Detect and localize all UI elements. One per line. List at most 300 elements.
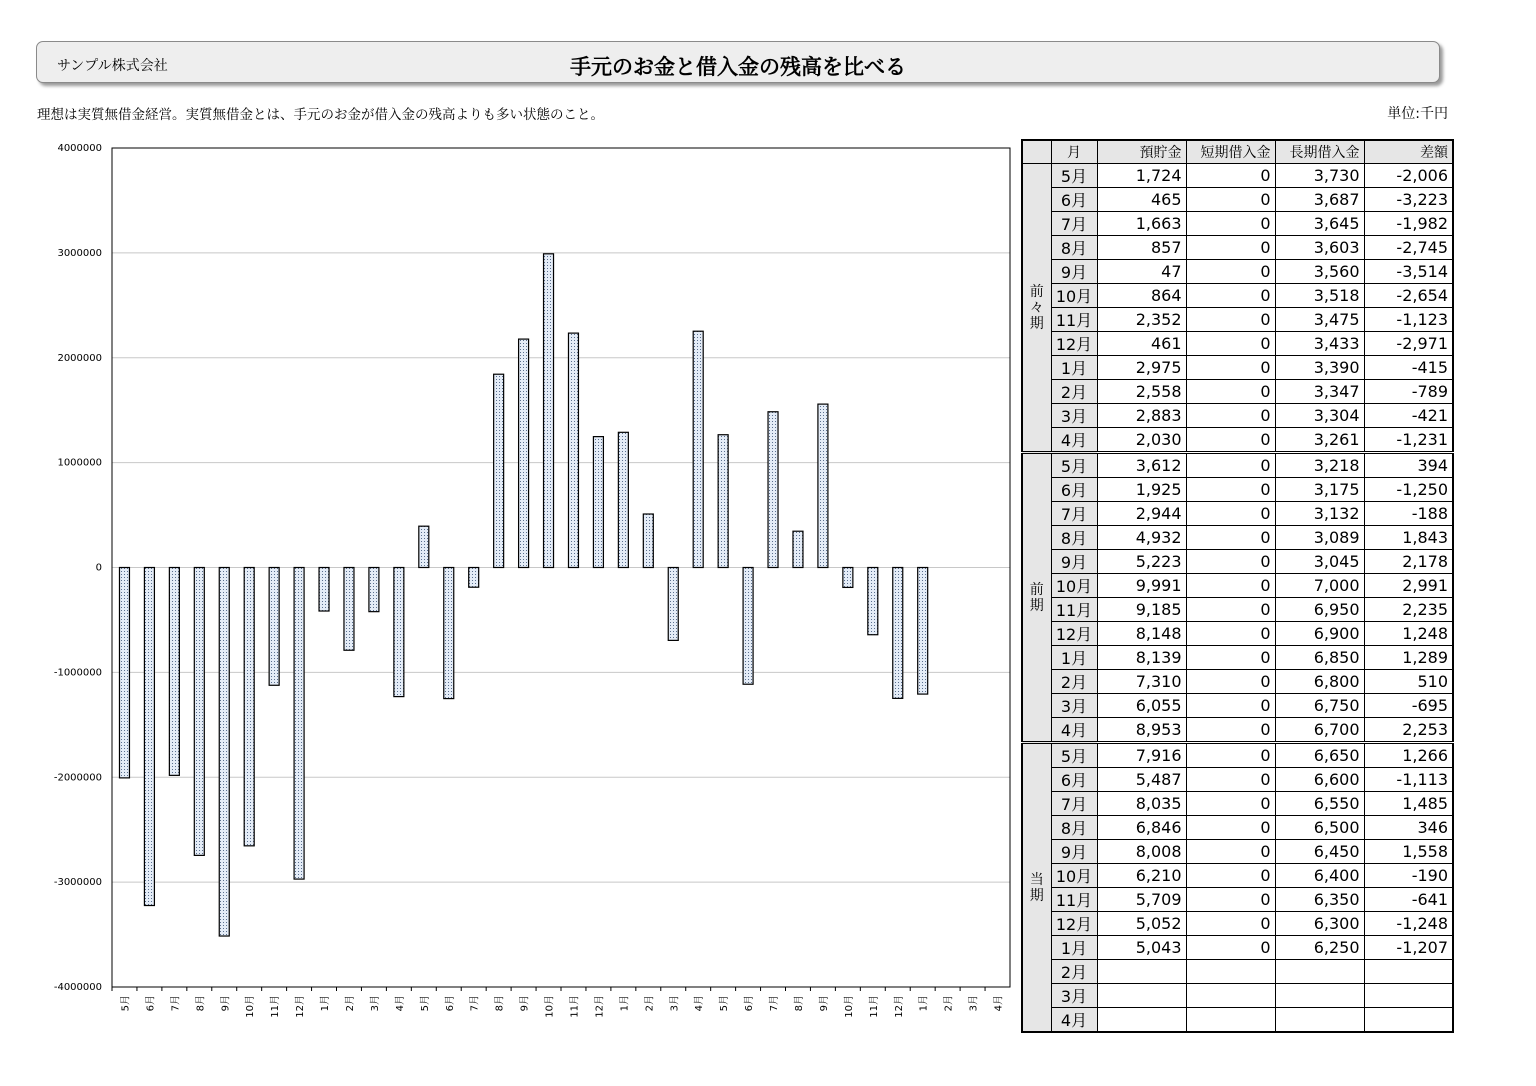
table-row [1022,792,1453,816]
deposit-cell: 8,008 [1097,840,1186,864]
bar-27 [793,531,803,567]
table-row [1022,550,1453,574]
long-loan-cell: 3,433 [1275,332,1364,356]
table-row [1022,526,1453,550]
month-cell: 3月 [1051,694,1097,718]
deposit-cell: 2,975 [1097,356,1186,380]
x-tick-label: 5月 [419,995,431,1012]
difference-cell: 1,558 [1364,840,1453,864]
deposit-cell: 2,352 [1097,308,1186,332]
x-tick-label: 3月 [968,995,980,1012]
deposit-cell: 5,043 [1097,936,1186,960]
long-loan-cell: 3,175 [1275,478,1364,502]
month-cell: 12月 [1051,912,1097,936]
x-tick-label: 2月 [344,995,356,1012]
table-row [1022,622,1453,646]
deposit-header: 預貯金 [1097,140,1186,164]
deposit-cell [1097,960,1186,984]
long-loan-cell: 6,250 [1275,936,1364,960]
x-tick-label: 8月 [793,995,805,1012]
x-tick-label: 8月 [494,995,506,1012]
month-cell: 2月 [1051,380,1097,404]
x-tick-label: 6月 [145,995,157,1012]
x-tick-label: 1月 [619,995,631,1012]
table-row [1022,332,1453,356]
month-cell: 7月 [1051,212,1097,236]
month-cell: 2月 [1051,960,1097,984]
difference-cell: -2,006 [1364,164,1453,188]
difference-cell: -789 [1364,380,1453,404]
bar-10 [369,568,379,612]
month-cell: 11月 [1051,888,1097,912]
long-loan-cell: 6,450 [1275,840,1364,864]
bar-23 [693,331,703,567]
long-loan-cell: 6,550 [1275,792,1364,816]
subtitle: 理想は実質無借金経営。実質無借金とは、手元のお金が借入金の残高よりも多い状態のこと。 [37,107,604,123]
month-cell: 8月 [1051,236,1097,260]
x-tick-label: 5月 [120,995,132,1012]
table-row [1022,646,1453,670]
deposit-cell: 5,487 [1097,768,1186,792]
month-cell: 9月 [1051,840,1097,864]
x-tick-label: 4月 [993,995,1005,1012]
difference-cell: -1,982 [1364,212,1453,236]
deposit-cell: 6,210 [1097,864,1186,888]
month-cell: 2月 [1051,670,1097,694]
short-loan-cell: 0 [1186,622,1275,646]
x-tick-label: 2月 [644,995,656,1012]
deposit-cell: 9,991 [1097,574,1186,598]
difference-cell: -1,207 [1364,936,1453,960]
short-loan-cell: 0 [1186,646,1275,670]
long-loan-cell: 3,218 [1275,453,1364,478]
table-row [1022,718,1453,743]
month-header: 月 [1051,140,1097,164]
deposit-cell: 9,185 [1097,598,1186,622]
x-tick-label: 11月 [868,995,880,1018]
table-row [1022,936,1453,960]
difference-header: 差額 [1364,140,1453,164]
bar-17 [544,254,554,568]
bar-22 [668,568,678,641]
long-loan-cell: 6,400 [1275,864,1364,888]
short-loan-cell: 0 [1186,718,1275,743]
short-loan-cell: 0 [1186,284,1275,308]
short-loan-cell: 0 [1186,428,1275,453]
month-cell: 9月 [1051,260,1097,284]
deposit-cell: 857 [1097,236,1186,260]
month-cell: 12月 [1051,332,1097,356]
x-tick-label: 7月 [170,995,182,1012]
x-tick-label: 12月 [594,995,606,1018]
bar-6 [269,568,279,686]
difference-cell: 510 [1364,670,1453,694]
table-row [1022,694,1453,718]
x-tick-label: 3月 [369,995,381,1012]
long-loan-cell: 3,347 [1275,380,1364,404]
long-loan-cell [1275,1008,1364,1033]
deposit-cell: 6,846 [1097,816,1186,840]
long-loan-cell: 6,950 [1275,598,1364,622]
bar-32 [918,568,928,695]
unit-label: 単位:千円 [1387,106,1448,122]
deposit-cell: 461 [1097,332,1186,356]
table-row [1022,453,1453,478]
short-loan-cell: 0 [1186,260,1275,284]
table-header-row [1022,140,1453,164]
short-loan-cell: 0 [1186,888,1275,912]
difference-cell: 1,289 [1364,646,1453,670]
deposit-cell: 8,035 [1097,792,1186,816]
deposit-cell: 2,030 [1097,428,1186,453]
bar-5 [244,568,254,846]
short-loan-cell: 0 [1186,164,1275,188]
table-row [1022,984,1453,1008]
month-cell: 3月 [1051,404,1097,428]
table-row [1022,502,1453,526]
deposit-cell: 864 [1097,284,1186,308]
bar-26 [768,412,778,568]
table-row [1022,864,1453,888]
difference-cell: -3,223 [1364,188,1453,212]
table-row [1022,164,1453,188]
period-label [1022,453,1051,743]
table-row [1022,478,1453,502]
bar-24 [718,435,728,568]
deposit-cell [1097,1008,1186,1033]
deposit-cell: 5,052 [1097,912,1186,936]
y-tick-label: 1000000 [57,457,102,469]
bar-12 [419,526,429,567]
x-tick-label: 6月 [444,995,456,1012]
month-cell: 6月 [1051,478,1097,502]
period-label [1022,743,1051,1033]
difference-cell: 394 [1364,453,1453,478]
long-loan-cell: 6,850 [1275,646,1364,670]
difference-cell: -1,250 [1364,478,1453,502]
balance-table [1021,139,1454,1033]
short-loan-cell: 0 [1186,768,1275,792]
table-row [1022,188,1453,212]
table-row [1022,236,1453,260]
short-loan-cell [1186,984,1275,1008]
y-tick-label: -3000000 [53,877,102,889]
x-tick-label: 5月 [719,995,731,1012]
table-row [1022,308,1453,332]
deposit-cell: 1,724 [1097,164,1186,188]
deposit-cell: 4,932 [1097,526,1186,550]
long-loan-cell: 3,261 [1275,428,1364,453]
short-loan-cell: 0 [1186,816,1275,840]
short-loan-cell: 0 [1186,743,1275,768]
difference-cell: -3,514 [1364,260,1453,284]
y-tick-label: 4000000 [57,143,102,154]
month-cell: 1月 [1051,356,1097,380]
short-loan-cell: 0 [1186,598,1275,622]
short-loan-cell: 0 [1186,236,1275,260]
long-loan-cell: 3,089 [1275,526,1364,550]
period-label-char: 前 [1029,283,1044,300]
x-tick-label: 4月 [694,995,706,1012]
short-loan-cell: 0 [1186,840,1275,864]
short-loan-cell: 0 [1186,380,1275,404]
difference-cell: 1,843 [1364,526,1453,550]
y-tick-label: -1000000 [53,667,102,679]
bar-9 [344,568,354,651]
period-label-char: 期 [1029,315,1044,332]
month-cell: 1月 [1051,646,1097,670]
x-tick-label: 11月 [270,995,282,1018]
difference-cell [1364,960,1453,984]
deposit-cell: 8,953 [1097,718,1186,743]
bar-11 [394,568,404,697]
month-cell: 7月 [1051,502,1097,526]
long-loan-cell: 6,300 [1275,912,1364,936]
long-loan-cell: 6,500 [1275,816,1364,840]
table-row [1022,356,1453,380]
difference-cell: -695 [1364,694,1453,718]
table-row [1022,670,1453,694]
long-loan-cell: 3,304 [1275,404,1364,428]
bar-8 [319,568,329,612]
x-tick-label: 3月 [669,995,681,1012]
deposit-cell: 3,612 [1097,453,1186,478]
x-tick-label: 10月 [843,995,855,1018]
long-loan-cell: 3,645 [1275,212,1364,236]
long-loan-cell: 3,045 [1275,550,1364,574]
difference-cell: -1,113 [1364,768,1453,792]
table-row [1022,816,1453,840]
short-loan-cell [1186,960,1275,984]
short-loan-cell: 0 [1186,502,1275,526]
long-loan-cell [1275,960,1364,984]
difference-cell: -1,123 [1364,308,1453,332]
difference-cell: -1,248 [1364,912,1453,936]
difference-cell: 2,991 [1364,574,1453,598]
bar-3 [194,568,204,856]
difference-cell: 1,485 [1364,792,1453,816]
short-loan-cell [1186,1008,1275,1033]
deposit-cell: 47 [1097,260,1186,284]
short-loan-cell: 0 [1186,188,1275,212]
deposit-cell: 2,944 [1097,502,1186,526]
table-row [1022,212,1453,236]
x-tick-label: 7月 [769,995,781,1012]
y-tick-label: 3000000 [57,247,102,259]
month-cell: 4月 [1051,428,1097,453]
y-tick-label: -4000000 [53,982,102,993]
period-label-char: 期 [1029,597,1044,614]
table-row [1022,428,1453,453]
bar-0 [119,568,129,778]
difference-cell: 1,266 [1364,743,1453,768]
bar-13 [444,568,454,699]
difference-cell: -2,745 [1364,236,1453,260]
difference-cell: -2,654 [1364,284,1453,308]
long-loan-cell: 3,518 [1275,284,1364,308]
difference-cell: -190 [1364,864,1453,888]
long-loan-cell: 3,603 [1275,236,1364,260]
x-tick-label: 1月 [320,995,332,1012]
table-row [1022,888,1453,912]
deposit-cell: 5,223 [1097,550,1186,574]
month-cell: 4月 [1051,718,1097,743]
x-tick-label: 1月 [918,995,930,1012]
month-cell: 11月 [1051,308,1097,332]
short-loan-cell: 0 [1186,792,1275,816]
difference-cell: 2,235 [1364,598,1453,622]
long-loan-cell: 7,000 [1275,574,1364,598]
long-loan-cell: 3,560 [1275,260,1364,284]
deposit-cell: 1,925 [1097,478,1186,502]
month-cell: 12月 [1051,622,1097,646]
short-loan-cell: 0 [1186,404,1275,428]
short-loan-cell: 0 [1186,694,1275,718]
deposit-cell: 8,148 [1097,622,1186,646]
short-loan-cell: 0 [1186,864,1275,888]
short-loan-cell: 0 [1186,936,1275,960]
bar-2 [169,568,179,776]
short-loan-cell: 0 [1186,574,1275,598]
x-tick-label: 2月 [943,995,955,1012]
short-loan-cell: 0 [1186,212,1275,236]
bar-31 [893,568,903,699]
difference-cell: -1,231 [1364,428,1453,453]
difference-cell: 346 [1364,816,1453,840]
long-loan-cell: 3,730 [1275,164,1364,188]
month-cell: 1月 [1051,936,1097,960]
difference-cell: -188 [1364,502,1453,526]
deposit-cell: 1,663 [1097,212,1186,236]
bar-14 [469,568,479,588]
period-label-char: 当 [1029,871,1044,888]
table-row [1022,768,1453,792]
table-row [1022,380,1453,404]
difference-cell: 2,178 [1364,550,1453,574]
difference-cell: 2,253 [1364,718,1453,743]
deposit-cell [1097,984,1186,1008]
long-loan-cell [1275,984,1364,1008]
short-loan-cell: 0 [1186,550,1275,574]
x-tick-label: 8月 [195,995,207,1012]
long-loan-cell: 3,132 [1275,502,1364,526]
month-cell: 5月 [1051,164,1097,188]
difference-cell: -421 [1364,404,1453,428]
bar-30 [868,568,878,635]
company-name: サンプル株式会社 [57,58,168,74]
short-loan-cell: 0 [1186,453,1275,478]
bar-7 [294,568,304,880]
long-loan-cell: 3,390 [1275,356,1364,380]
deposit-cell: 465 [1097,188,1186,212]
difference-cell: -2,971 [1364,332,1453,356]
period-label-char: 期 [1029,887,1044,904]
long-loan-cell: 6,350 [1275,888,1364,912]
month-cell: 5月 [1051,743,1097,768]
long-loan-cell: 3,475 [1275,308,1364,332]
x-tick-label: 10月 [245,995,257,1018]
y-tick-label: 2000000 [57,352,102,364]
long-loan-cell: 6,800 [1275,670,1364,694]
deposit-cell: 2,558 [1097,380,1186,404]
x-tick-label: 11月 [569,995,581,1018]
y-tick-label: -2000000 [53,772,102,784]
table-row [1022,912,1453,936]
difference-cell: -641 [1364,888,1453,912]
long-loan-cell: 6,750 [1275,694,1364,718]
long-loan-cell: 6,700 [1275,718,1364,743]
difference-cell [1364,1008,1453,1033]
table-row [1022,840,1453,864]
month-cell: 10月 [1051,284,1097,308]
table-row [1022,598,1453,622]
deposit-cell: 6,055 [1097,694,1186,718]
table-row [1022,284,1453,308]
table-row [1022,743,1453,768]
month-cell: 10月 [1051,864,1097,888]
long-loan-cell: 6,600 [1275,768,1364,792]
table-row [1022,404,1453,428]
month-cell: 4月 [1051,1008,1097,1033]
y-tick-label: 0 [95,562,102,574]
x-tick-label: 12月 [893,995,905,1018]
deposit-cell: 5,709 [1097,888,1186,912]
x-tick-label: 4月 [394,995,406,1012]
bar-16 [519,339,529,567]
month-cell: 8月 [1051,526,1097,550]
period-label-char: 前 [1029,581,1044,598]
x-tick-label: 9月 [519,995,531,1012]
bar-29 [843,568,853,588]
month-cell: 3月 [1051,984,1097,1008]
table-row [1022,260,1453,284]
long-loan-header: 長期借入金 [1275,140,1364,164]
deposit-cell: 2,883 [1097,404,1186,428]
bar-20 [618,432,628,567]
short-loan-cell: 0 [1186,332,1275,356]
short-loan-cell: 0 [1186,526,1275,550]
difference-cell [1364,984,1453,1008]
bar-25 [743,568,753,685]
bar-1 [144,568,154,906]
period-label-char: 々 [1029,299,1044,316]
month-cell: 6月 [1051,768,1097,792]
bar-18 [568,333,578,567]
month-cell: 11月 [1051,598,1097,622]
short-loan-cell: 0 [1186,478,1275,502]
deposit-cell: 7,916 [1097,743,1186,768]
table-row [1022,1008,1453,1033]
page-title: 手元のお金と借入金の残高を比べる [570,55,906,79]
long-loan-cell: 6,900 [1275,622,1364,646]
short-loan-header: 短期借入金 [1186,140,1275,164]
bar-21 [643,514,653,567]
month-cell: 9月 [1051,550,1097,574]
long-loan-cell: 6,650 [1275,743,1364,768]
x-tick-label: 12月 [295,995,307,1018]
short-loan-cell: 0 [1186,356,1275,380]
long-loan-cell: 3,687 [1275,188,1364,212]
difference-cell: 1,248 [1364,622,1453,646]
difference-cell: -415 [1364,356,1453,380]
deposit-cell: 8,139 [1097,646,1186,670]
table-row [1022,960,1453,984]
bar-4 [219,568,229,937]
x-tick-label: 7月 [469,995,481,1012]
bar-28 [818,404,828,567]
month-cell: 6月 [1051,188,1097,212]
x-tick-label: 9月 [220,995,232,1012]
